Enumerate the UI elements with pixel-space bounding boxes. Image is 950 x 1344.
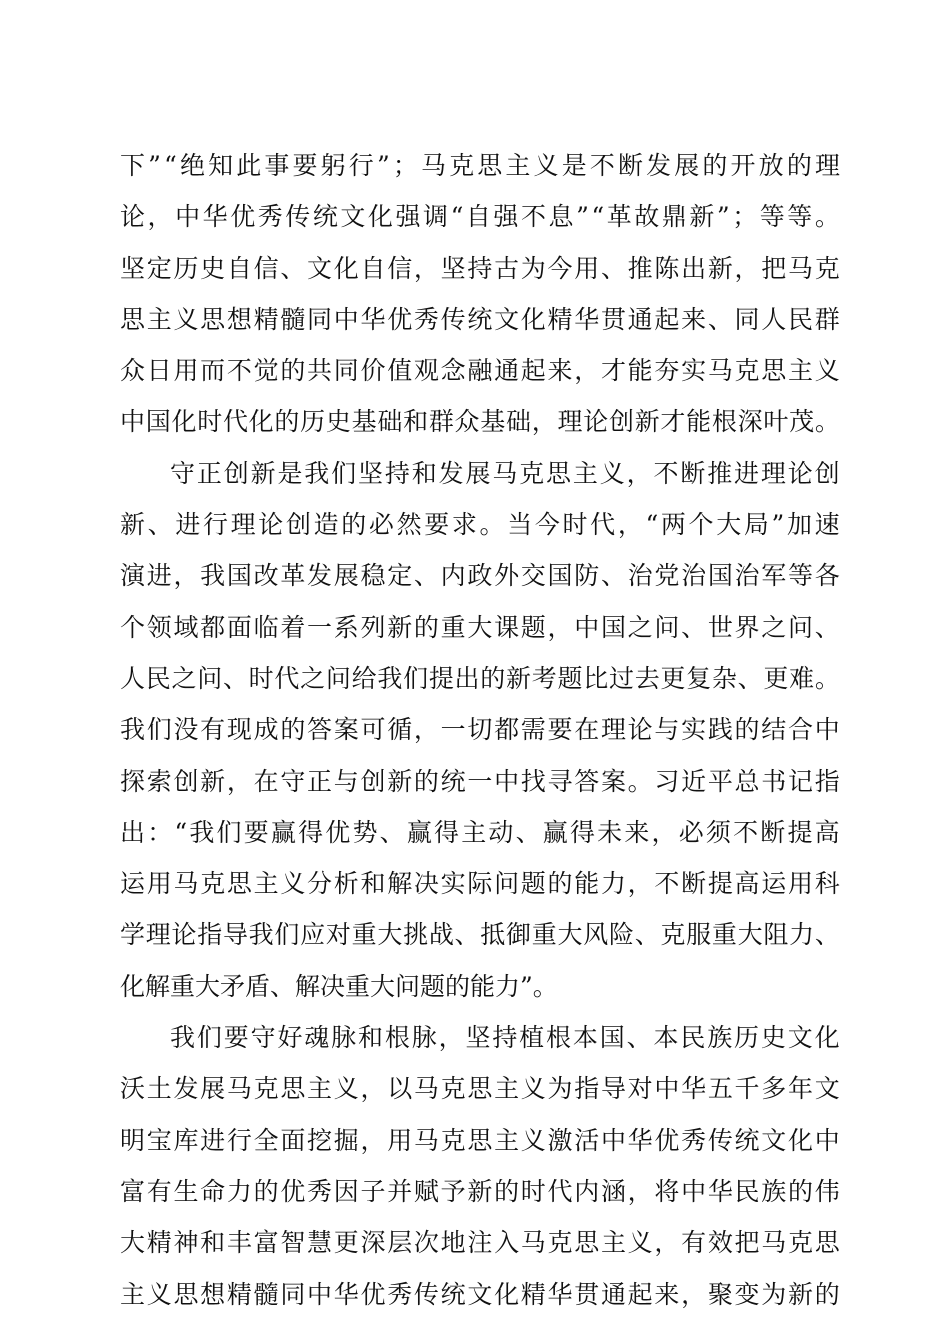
text-line: 下 ” “ 绝 知 此 事 要 躬 行 ” ； 马 克 思 主 义 是 不 断 发 展 的 开 放 的 理 [120, 151, 840, 180]
text-line: 思 主 义 思 想 精 髓 同 中 华 优 秀 传 统 文 化 精 华 贯 通 起 来 、 同 人 民 群 [120, 304, 840, 334]
text-line: 主 义 思 想 精 髓 同 中 华 优 秀 传 统 文 化 精 华 贯 通 起 来 ， 聚 变 为 新 的 [120, 1279, 840, 1309]
text-line: 坚 定 历 史 自 信 、 文 化 自 信 ， 坚 持 古 为 今 用 、 推 陈 出 新 ， 把 马 克 [120, 253, 840, 283]
text-line: 化解重大矛盾、解决重大问题的能力”。 [120, 971, 558, 1001]
text-line: 演 进 ， 我 国 改 革 发 展 稳 定 、 内 政 外 交 国 防 、 治 党 治 国 治 军 等 各 [120, 561, 840, 591]
text-line: 富 有 生 命 力 的 优 秀 因 子 并 赋 予 新 的 时 代 内 涵 ， 将 中 华 民 族 的 伟 [120, 1176, 840, 1206]
body-text [120, 140, 840, 1320]
text-line: 众 日 用 而 不 觉 的 共 同 价 值 观 念 融 通 起 来 ， 才 能 夯 实 马 克 思 主 义 [120, 356, 840, 386]
text-line: 中 国 化 时 代 化 的 历 史 基 础 和 群 众 基 础 ， 理 论 创 新 才 能 根 深 叶 茂 。 [120, 407, 840, 437]
text-line: 新 、 进 行 理 论 创 造 的 必 然 要 求 。 当 今 时 代 ， “ 两 个 大 局 ” 加 速 [120, 510, 840, 540]
text-line: 学 理 论 指 导 我 们 应 对 重 大 挑 战 、 抵 御 重 大 风 险 、 克 服 重 大 阻 力 、 [120, 920, 840, 950]
text-line: 人 民 之 问 、 时 代 之 问 给 我 们 提 出 的 新 考 题 比 过 去 更 复 杂 、 更 难 。 [120, 663, 840, 693]
text-line: 论 ， 中 华 优 秀 传 统 文 化 强 调 “ 自 强 不 息 ” “ 革 故 鼎 新 ” ； 等 等 。 [120, 202, 840, 232]
text-line: 探 索 创 新 ， 在 守 正 与 创 新 的 统 一 中 找 寻 答 案 。 习 近 平 总 书 记 指 [120, 766, 840, 796]
text-line: 运 用 马 克 思 主 义 分 析 和 解 决 实 际 问 题 的 能 力 ， 不 断 提 高 运 用 科 [120, 869, 840, 899]
text-line: 我 们 要 守 好 魂 脉 和 根 脉 ， 坚 持 植 根 本 国 、 本 民 族 历 史 文 化 [170, 1023, 840, 1053]
text-line: 个 领 域 都 面 临 着 一 系 列 新 的 重 大 课 题 ， 中 国 之 问 、 世 界 之 问 、 [120, 612, 840, 642]
text-line: 明 宝 库 进 行 全 面 挖 掘 ， 用 马 克 思 主 义 激 活 中 华 优 秀 传 统 文 化 中 [120, 1125, 840, 1155]
text-line: 守 正 创 新 是 我 们 坚 持 和 发 展 马 克 思 主 义 ， 不 断 推 进 理 论 创 [170, 458, 840, 488]
text-line: 沃 土 发 展 马 克 思 主 义 ， 以 马 克 思 主 义 为 指 导 对 中 华 五 千 多 年 文 [120, 1074, 840, 1104]
text-line: 出 ： “ 我 们 要 赢 得 优 势 、 赢 得 主 动 、 赢 得 未 来 ， 必 须 不 断 提 高 [120, 817, 840, 847]
text-line: 大 精 神 和 丰 富 智 慧 更 深 层 次 地 注 入 马 克 思 主 义 ， 有 效 把 马 克 思 [120, 1228, 840, 1258]
text-line: 我 们 没 有 现 成 的 答 案 可 循 ， 一 切 都 需 要 在 理 论 与 实 践 的 结 合 中 [120, 715, 840, 745]
